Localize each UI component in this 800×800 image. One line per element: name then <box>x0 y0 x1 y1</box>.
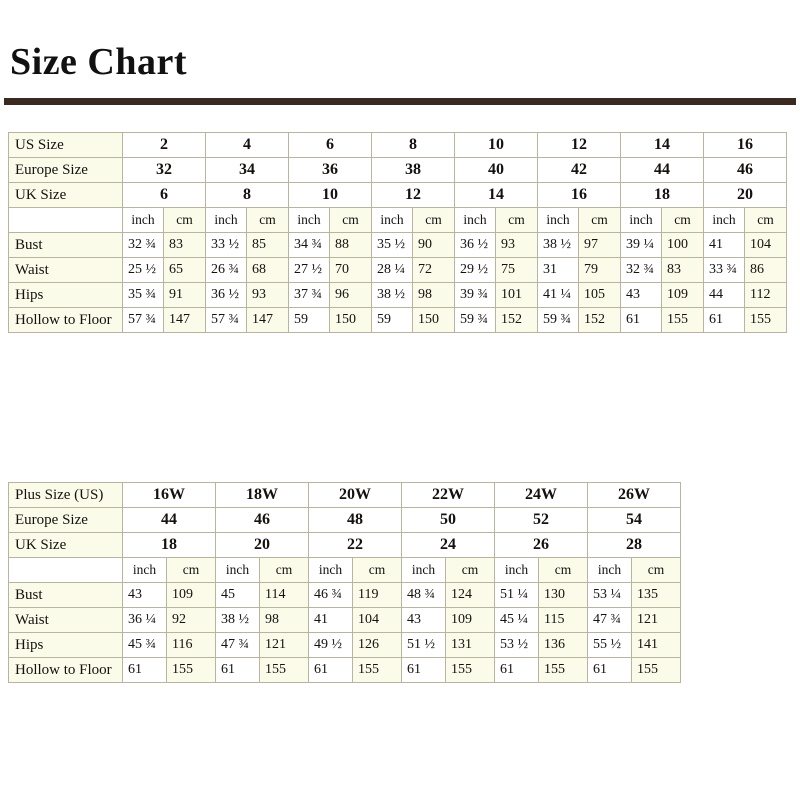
waist-inch: 33 ¾ <box>704 258 745 283</box>
bust-inch: 46 ¾ <box>309 583 353 608</box>
row-label-hips: Hips <box>9 633 123 658</box>
hollow-cm: 150 <box>413 308 455 333</box>
europe-size-value: 36 <box>289 158 372 183</box>
europe-size-value: 34 <box>206 158 289 183</box>
unit-inch: inch <box>372 208 413 233</box>
unit-cm: cm <box>446 558 495 583</box>
unit-cm: cm <box>353 558 402 583</box>
unit-inch: inch <box>455 208 496 233</box>
hips-cm: 96 <box>330 283 372 308</box>
unit-inch: inch <box>621 208 662 233</box>
row-label-uk-size: UK Size <box>9 183 123 208</box>
uk-size-value: 26 <box>495 533 588 558</box>
uk-size-value: 14 <box>455 183 538 208</box>
europe-size-value: 40 <box>455 158 538 183</box>
hips-cm: 136 <box>539 633 588 658</box>
title-divider <box>4 98 796 105</box>
waist-inch: 32 ¾ <box>621 258 662 283</box>
hollow-cm: 155 <box>662 308 704 333</box>
uk-size-value: 12 <box>372 183 455 208</box>
bust-inch: 34 ¾ <box>289 233 330 258</box>
row-label-uk-size: UK Size <box>9 533 123 558</box>
us-size-value: 14 <box>621 133 704 158</box>
bust-inch: 43 <box>123 583 167 608</box>
hollow-cm: 155 <box>539 658 588 683</box>
hips-cm: 126 <box>353 633 402 658</box>
waist-inch: 26 ¾ <box>206 258 247 283</box>
unit-inch: inch <box>123 558 167 583</box>
unit-cm: cm <box>413 208 455 233</box>
bust-cm: 135 <box>632 583 681 608</box>
hips-inch: 53 ½ <box>495 633 539 658</box>
bust-cm: 109 <box>167 583 216 608</box>
hips-inch: 45 ¾ <box>123 633 167 658</box>
unit-cm: cm <box>164 208 206 233</box>
unit-inch: inch <box>289 208 330 233</box>
table-row-hollow-to-floor <box>9 658 681 683</box>
hips-inch: 43 <box>621 283 662 308</box>
hips-inch: 37 ¾ <box>289 283 330 308</box>
hips-cm: 121 <box>260 633 309 658</box>
table-row-hips <box>9 283 787 308</box>
unit-cm: cm <box>632 558 681 583</box>
waist-inch: 36 ¼ <box>123 608 167 633</box>
waist-inch: 27 ½ <box>289 258 330 283</box>
uk-size-value: 20 <box>216 533 309 558</box>
hips-inch: 49 ½ <box>309 633 353 658</box>
hips-cm: 112 <box>745 283 787 308</box>
bust-cm: 100 <box>662 233 704 258</box>
row-label-hollow-to-floor: Hollow to Floor <box>9 308 123 333</box>
unit-cm: cm <box>260 558 309 583</box>
row-label-plus-size: Plus Size (US) <box>9 483 123 508</box>
us-size-value: 10 <box>455 133 538 158</box>
hollow-inch: 59 ¾ <box>455 308 496 333</box>
hollow-cm: 155 <box>446 658 495 683</box>
unit-inch: inch <box>216 558 260 583</box>
hips-cm: 141 <box>632 633 681 658</box>
uk-size-value: 18 <box>621 183 704 208</box>
hips-cm: 116 <box>167 633 216 658</box>
row-label-waist: Waist <box>9 258 123 283</box>
hollow-cm: 152 <box>579 308 621 333</box>
unit-cm: cm <box>247 208 289 233</box>
unit-cm: cm <box>330 208 372 233</box>
unit-inch: inch <box>123 208 164 233</box>
waist-cm: 98 <box>260 608 309 633</box>
bust-cm: 104 <box>745 233 787 258</box>
bust-cm: 93 <box>496 233 538 258</box>
waist-cm: 86 <box>745 258 787 283</box>
waist-cm: 104 <box>353 608 402 633</box>
row-label-hips: Hips <box>9 283 123 308</box>
unit-cm: cm <box>496 208 538 233</box>
page-title: Size Chart <box>10 41 188 83</box>
waist-cm: 115 <box>539 608 588 633</box>
unit-cm: cm <box>539 558 588 583</box>
hips-inch: 55 ½ <box>588 633 632 658</box>
units-row-spacer <box>9 558 123 583</box>
bust-inch: 53 ¼ <box>588 583 632 608</box>
hips-inch: 35 ¾ <box>123 283 164 308</box>
hips-inch: 51 ½ <box>402 633 446 658</box>
us-size-value: 12 <box>538 133 621 158</box>
unit-cm: cm <box>745 208 787 233</box>
table-row-us-size <box>9 133 787 158</box>
hips-inch: 47 ¾ <box>216 633 260 658</box>
bust-inch: 32 ¾ <box>123 233 164 258</box>
europe-size-value: 50 <box>402 508 495 533</box>
hips-cm: 131 <box>446 633 495 658</box>
hollow-inch: 61 <box>621 308 662 333</box>
waist-cm: 65 <box>164 258 206 283</box>
hips-inch: 36 ½ <box>206 283 247 308</box>
bust-inch: 38 ½ <box>538 233 579 258</box>
waist-inch: 29 ½ <box>455 258 496 283</box>
bust-inch: 33 ½ <box>206 233 247 258</box>
uk-size-value: 24 <box>402 533 495 558</box>
hips-inch: 38 ½ <box>372 283 413 308</box>
waist-cm: 72 <box>413 258 455 283</box>
bust-cm: 90 <box>413 233 455 258</box>
hollow-cm: 155 <box>353 658 402 683</box>
unit-inch: inch <box>704 208 745 233</box>
hollow-inch: 59 <box>289 308 330 333</box>
bust-inch: 41 <box>704 233 745 258</box>
hollow-inch: 59 ¾ <box>538 308 579 333</box>
table-row-units <box>9 208 787 233</box>
table-separator <box>0 428 800 480</box>
row-label-us-size: US Size <box>9 133 123 158</box>
unit-inch: inch <box>538 208 579 233</box>
bust-cm: 85 <box>247 233 289 258</box>
europe-size-value: 38 <box>372 158 455 183</box>
row-label-europe-size: Europe Size <box>9 508 123 533</box>
bust-cm: 83 <box>164 233 206 258</box>
waist-inch: 38 ½ <box>216 608 260 633</box>
plus-size-value: 16W <box>123 483 216 508</box>
plus-size-table <box>8 482 681 683</box>
waist-cm: 75 <box>496 258 538 283</box>
hollow-cm: 147 <box>247 308 289 333</box>
hollow-inch: 61 <box>704 308 745 333</box>
hollow-cm: 150 <box>330 308 372 333</box>
hips-cm: 98 <box>413 283 455 308</box>
unit-inch: inch <box>588 558 632 583</box>
table-row-uk-size <box>9 533 681 558</box>
bust-inch: 51 ¼ <box>495 583 539 608</box>
us-size-value: 8 <box>372 133 455 158</box>
hips-cm: 91 <box>164 283 206 308</box>
units-row-spacer <box>9 208 123 233</box>
europe-size-value: 46 <box>704 158 787 183</box>
table-row-hips <box>9 633 681 658</box>
hollow-inch: 57 ¾ <box>123 308 164 333</box>
us-size-value: 2 <box>123 133 206 158</box>
uk-size-value: 20 <box>704 183 787 208</box>
hips-cm: 101 <box>496 283 538 308</box>
waist-inch: 31 <box>538 258 579 283</box>
hollow-inch: 61 <box>588 658 632 683</box>
waist-inch: 28 ¼ <box>372 258 413 283</box>
waist-inch: 41 <box>309 608 353 633</box>
unit-cm: cm <box>579 208 621 233</box>
us-size-value: 16 <box>704 133 787 158</box>
bust-cm: 119 <box>353 583 402 608</box>
hollow-cm: 152 <box>496 308 538 333</box>
europe-size-value: 42 <box>538 158 621 183</box>
table-row-hollow-to-floor <box>9 308 787 333</box>
row-label-hollow-to-floor: Hollow to Floor <box>9 658 123 683</box>
bust-inch: 35 ½ <box>372 233 413 258</box>
plus-size-value: 20W <box>309 483 402 508</box>
waist-cm: 70 <box>330 258 372 283</box>
hips-cm: 105 <box>579 283 621 308</box>
bust-cm: 130 <box>539 583 588 608</box>
table-row-plus-size <box>9 483 681 508</box>
hollow-cm: 155 <box>632 658 681 683</box>
hollow-inch: 57 ¾ <box>206 308 247 333</box>
europe-size-value: 44 <box>621 158 704 183</box>
bust-inch: 39 ¼ <box>621 233 662 258</box>
table-row-units <box>9 558 681 583</box>
hollow-inch: 61 <box>309 658 353 683</box>
hollow-cm: 155 <box>260 658 309 683</box>
bust-cm: 88 <box>330 233 372 258</box>
bust-cm: 114 <box>260 583 309 608</box>
table-row-waist <box>9 608 681 633</box>
plus-size-value: 24W <box>495 483 588 508</box>
waist-cm: 121 <box>632 608 681 633</box>
bust-inch: 45 <box>216 583 260 608</box>
plus-size-value: 22W <box>402 483 495 508</box>
unit-cm: cm <box>167 558 216 583</box>
europe-size-value: 46 <box>216 508 309 533</box>
waist-cm: 92 <box>167 608 216 633</box>
row-label-bust: Bust <box>9 583 123 608</box>
europe-size-value: 52 <box>495 508 588 533</box>
table-row-europe-size <box>9 508 681 533</box>
hips-inch: 41 ¼ <box>538 283 579 308</box>
bust-cm: 124 <box>446 583 495 608</box>
uk-size-value: 6 <box>123 183 206 208</box>
hollow-cm: 155 <box>745 308 787 333</box>
bust-inch: 48 ¾ <box>402 583 446 608</box>
table-row-uk-size <box>9 183 787 208</box>
waist-cm: 79 <box>579 258 621 283</box>
plus-size-value: 18W <box>216 483 309 508</box>
europe-size-value: 44 <box>123 508 216 533</box>
hollow-inch: 59 <box>372 308 413 333</box>
unit-inch: inch <box>309 558 353 583</box>
waist-cm: 83 <box>662 258 704 283</box>
waist-cm: 109 <box>446 608 495 633</box>
unit-cm: cm <box>662 208 704 233</box>
bust-cm: 97 <box>579 233 621 258</box>
uk-size-value: 28 <box>588 533 681 558</box>
table-row-bust <box>9 583 681 608</box>
us-size-value: 6 <box>289 133 372 158</box>
unit-inch: inch <box>495 558 539 583</box>
plus-size-value: 26W <box>588 483 681 508</box>
uk-size-value: 10 <box>289 183 372 208</box>
uk-size-value: 16 <box>538 183 621 208</box>
hollow-inch: 61 <box>402 658 446 683</box>
hollow-inch: 61 <box>123 658 167 683</box>
waist-cm: 68 <box>247 258 289 283</box>
us-size-value: 4 <box>206 133 289 158</box>
bust-inch: 36 ½ <box>455 233 496 258</box>
waist-inch: 45 ¼ <box>495 608 539 633</box>
europe-size-value: 48 <box>309 508 402 533</box>
table-row-europe-size <box>9 158 787 183</box>
hollow-inch: 61 <box>216 658 260 683</box>
table-row-waist <box>9 258 787 283</box>
uk-size-value: 18 <box>123 533 216 558</box>
hollow-cm: 155 <box>167 658 216 683</box>
unit-inch: inch <box>402 558 446 583</box>
waist-inch: 47 ¾ <box>588 608 632 633</box>
hips-cm: 109 <box>662 283 704 308</box>
europe-size-value: 32 <box>123 158 206 183</box>
uk-size-value: 8 <box>206 183 289 208</box>
waist-inch: 25 ½ <box>123 258 164 283</box>
title-block <box>0 40 800 84</box>
row-label-waist: Waist <box>9 608 123 633</box>
hips-inch: 44 <box>704 283 745 308</box>
uk-size-value: 22 <box>309 533 402 558</box>
row-label-europe-size: Europe Size <box>9 158 123 183</box>
row-label-bust: Bust <box>9 233 123 258</box>
hips-cm: 93 <box>247 283 289 308</box>
standard-size-table <box>8 132 787 333</box>
hips-inch: 39 ¾ <box>455 283 496 308</box>
waist-inch: 43 <box>402 608 446 633</box>
hollow-inch: 61 <box>495 658 539 683</box>
table-row-bust <box>9 233 787 258</box>
europe-size-value: 54 <box>588 508 681 533</box>
unit-inch: inch <box>206 208 247 233</box>
hollow-cm: 147 <box>164 308 206 333</box>
